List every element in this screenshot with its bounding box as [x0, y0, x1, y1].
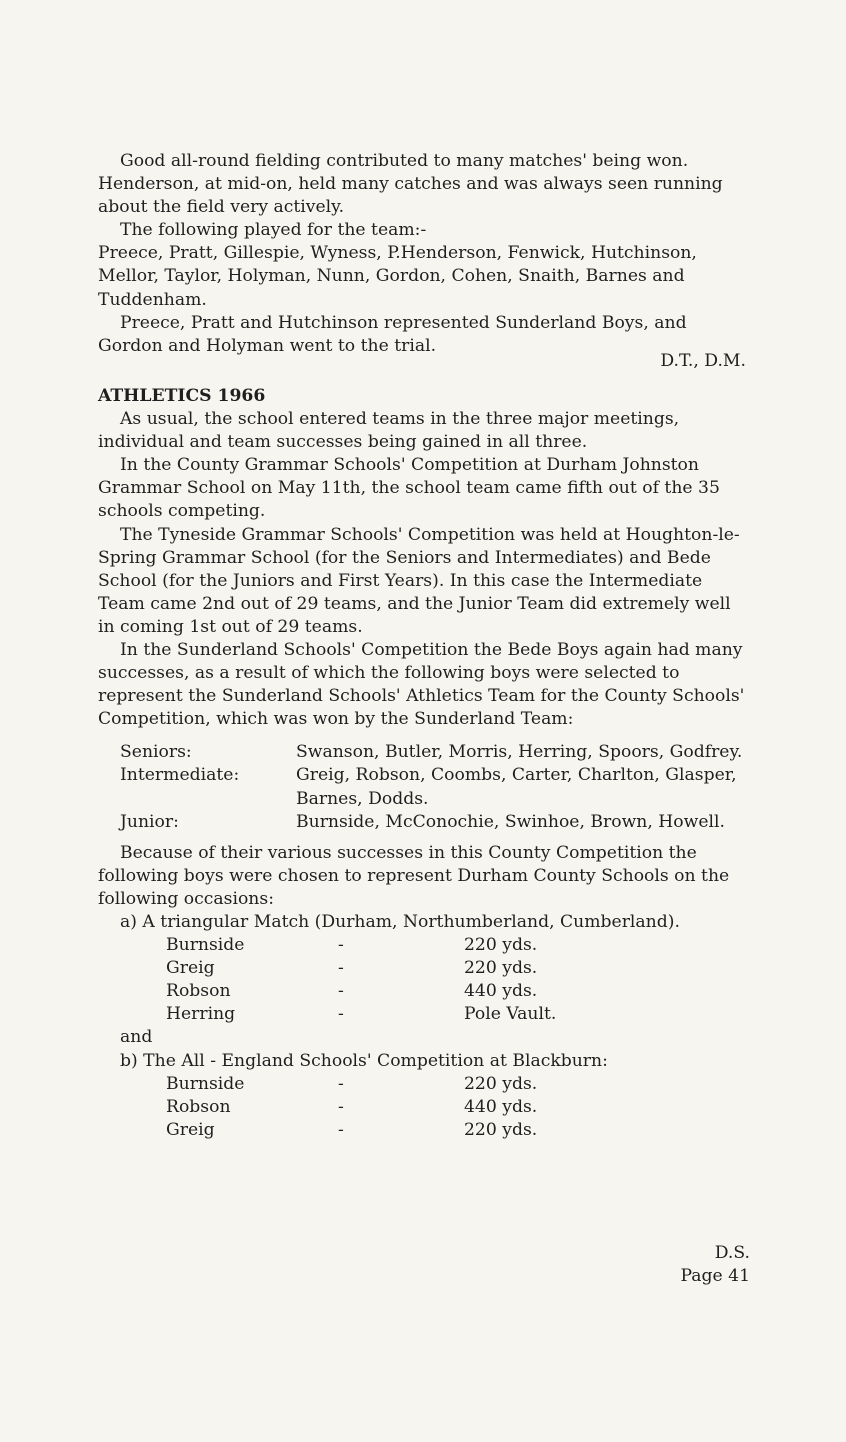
event-name: 220 yds. — [464, 1119, 538, 1140]
table-row — [166, 934, 556, 957]
table-row — [166, 957, 556, 980]
signature-athletics: D.S. — [714, 1243, 750, 1263]
dash: - — [338, 1096, 344, 1117]
team-roster — [120, 741, 750, 833]
table-row — [166, 1003, 556, 1026]
event-name: Pole Vault. — [464, 1004, 557, 1025]
paragraph-representation: Preece, Pratt and Hutchinson represented Sunderland Boys, and Gordon and Holyman went to the trial. — [98, 312, 687, 356]
paragraph-athletics-1: As usual, the school entered teams in the three major meetings, individual and team successes being gained in all three. — [98, 409, 680, 453]
dash: - — [338, 981, 344, 1002]
roster-names: Swanson, Butler, Morris, Herring, Spoors, Godfrey. — [296, 742, 743, 763]
roster-names: Burnside, McConochie, Swinhoe, Brown, Howell. — [296, 811, 725, 832]
paragraph-athletics-2: In the County Grammar Schools' Competition at Durham Johnston Grammar School on May 11th, the school team came fifth out of the 35 schools competing. — [98, 455, 720, 522]
occasion-b: b) The All - England Schools' Competition at Blackburn: — [120, 1050, 608, 1071]
signature-cricket: D.T., D.M. — [660, 350, 746, 371]
dash: - — [338, 1119, 344, 1140]
paragraph-athletics-4: In the Sunderland Schools' Competition the Bede Boys again had many successes, as a result of which the following boys were selected to represent the Sunderland Schools' Athletics Team for the County Schools' Competition, which was won by the Sunderland Team: — [98, 639, 745, 730]
table-row — [166, 980, 556, 1003]
page-number: Page 41 — [680, 1266, 750, 1287]
table-row — [166, 1073, 537, 1096]
and-word: and — [120, 1027, 153, 1048]
dash: - — [338, 958, 344, 979]
occasion-a: a) A triangular Match (Durham, Northumberland, Cumberland). — [120, 912, 680, 932]
athlete-name: Burnside — [166, 1073, 245, 1094]
section-heading: ATHLETICS 1966 — [98, 385, 266, 406]
athlete-name: Robson — [166, 1096, 231, 1117]
athlete-name: Robson — [166, 981, 231, 1002]
paragraph-team-list: Preece, Pratt, Gillespie, Wyness, P.Henderson, Fenwick, Hutchinson, Mellor, Taylor, Holyman, Nunn, Gordon, Cohen, Snaith, Barnes and Tuddenham. — [98, 243, 697, 310]
athlete-name: Burnside — [166, 935, 245, 956]
paragraph-fielding: Good all-round fielding contributed to many matches' being won. Henderson, at mid-on, held many catches and was always seen running about the field very actively. — [98, 151, 723, 218]
page-footer — [650, 1242, 750, 1288]
event-name: 220 yds. — [464, 935, 538, 956]
events-table-a — [166, 934, 556, 1026]
occasions — [120, 911, 750, 1142]
event-name: 220 yds. — [464, 958, 538, 979]
event-name: 440 yds. — [464, 1096, 538, 1117]
roster-label: Seniors: — [120, 742, 192, 763]
dash: - — [338, 1073, 344, 1094]
athlete-name: Herring — [166, 1004, 236, 1025]
paragraph-team-intro: The following played for the team:- — [120, 220, 427, 241]
table-row — [166, 1096, 537, 1119]
events-table-b — [166, 1073, 537, 1142]
dash: - — [338, 1004, 344, 1025]
athlete-name: Greig — [166, 1119, 215, 1140]
table-row — [166, 1119, 537, 1142]
event-name: 220 yds. — [464, 1073, 538, 1094]
dash: - — [338, 935, 344, 956]
paragraph-athletics-3: The Tyneside Grammar Schools' Competition was held at Houghton-le-Spring Grammar School (for the Seniors and Intermediates) and Bede School (for the Juniors and First Years). In this case the Intermediate Team came 2nd out of 29 teams, and the Junior Team did extremely well in coming 1st out of 29 teams. — [98, 524, 740, 637]
roster-label: Junior: — [120, 811, 179, 832]
athlete-name: Greig — [166, 958, 215, 979]
page-body — [98, 150, 750, 1142]
roster-names: Greig, Robson, Coombs, Carter, Charlton, Glasper, Barnes, Dodds. — [296, 765, 737, 809]
paragraph-athletics-5: Because of their various successes in this County Competition the following boys were chosen to represent Durham County Schools on the following occasions: — [98, 842, 730, 909]
event-name: 440 yds. — [464, 981, 538, 1002]
roster-label: Intermediate: — [120, 765, 240, 786]
